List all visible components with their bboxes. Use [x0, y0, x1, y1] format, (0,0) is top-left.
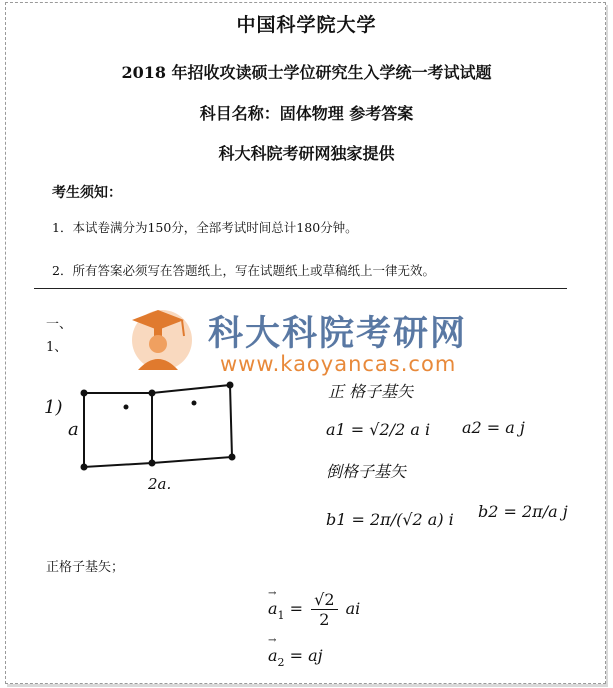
notice-rule-2: 2．所有答案必须写在答题纸上，写在试题纸上或草稿纸上一律无效。: [52, 263, 435, 278]
eq1-vector: → a: [268, 599, 278, 618]
eq1-subscript: 1: [277, 609, 285, 622]
equation-a2: → $a_2$ = aj: [268, 646, 323, 665]
hw-part-label: 1): [44, 397, 63, 418]
hw-a1: a1 = √2/2 a i: [326, 420, 431, 439]
hw-b1: b1 = 2π/(√2 a) i: [326, 510, 454, 529]
hw-b2: b2 = 2π/a j: [478, 502, 568, 521]
watermark-title: 科大科院考研网: [208, 314, 468, 354]
section-label: 一、: [46, 317, 73, 332]
notice-rule-1: 1．本试卷满分为150分，全部考试时间总计180分钟。: [52, 220, 358, 235]
question-number: 1、: [46, 340, 68, 355]
hw-reciprocal-title: 倒格子基矢: [326, 462, 407, 481]
eq2-vector: → a: [268, 646, 278, 665]
hw-side-a: a: [68, 419, 79, 440]
hw-a2: a2 = a j: [462, 418, 525, 437]
graduate-logo-icon: [118, 300, 202, 372]
hw-side-2a: 2a.: [148, 475, 172, 493]
eq2-subscript: 2: [277, 656, 285, 669]
exam-title: 2018 年招收攻读硕士学位研究生入学统一考试试题: [121, 63, 492, 82]
eq1-fraction: [311, 590, 337, 629]
equation-a1: → $a_1$ = $\frac{√2}{2}$ ai: [268, 590, 360, 629]
lattice-points: [81, 382, 236, 471]
eq1-numerator: √2: [311, 590, 337, 610]
university-title: 中国科学院大学: [236, 14, 377, 36]
eq1-rhs: ai: [345, 599, 361, 618]
header-divider: [34, 288, 567, 289]
eq2-rhs: aj: [308, 646, 323, 665]
subject-title: 科目名称：固体物理 参考答案: [199, 104, 414, 123]
hw-direct-title: 正 格子基矢: [328, 382, 414, 401]
basis-label: 正格子基矢；: [46, 560, 125, 575]
lattice-sketch: [84, 385, 232, 467]
watermark-url: www.kaoyancas.com: [220, 352, 457, 376]
eq1-denominator: 2: [319, 610, 330, 629]
notice-title: 考生须知：: [52, 185, 122, 201]
provider-title: 科大科院考研网独家提供: [218, 144, 395, 163]
handwritten-solution: [36, 375, 596, 555]
